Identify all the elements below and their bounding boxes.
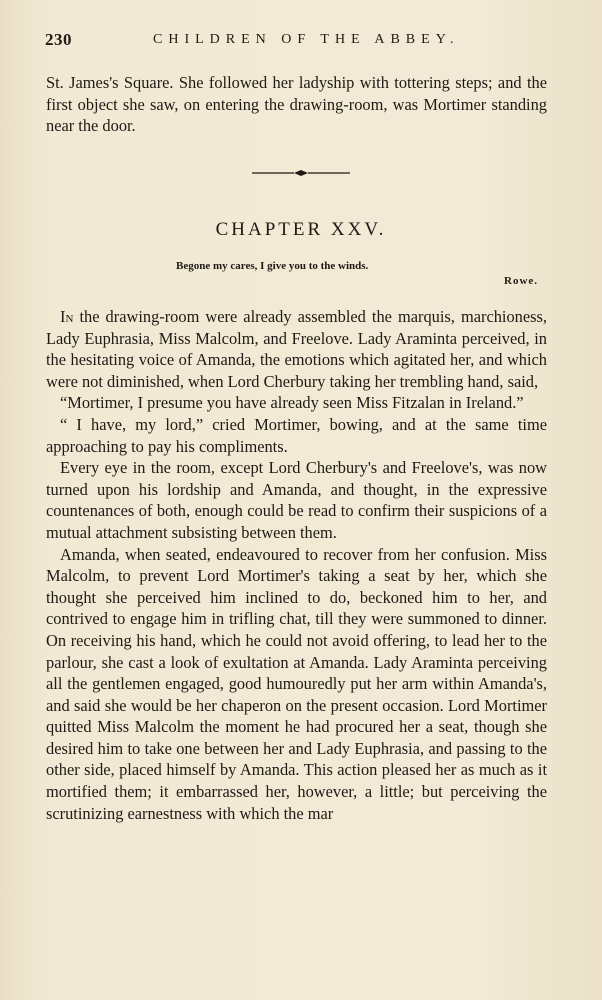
paragraph-text: Amanda, when seated, endeavoured to recover from her confusion. Miss Malcolm, to prevent Lord Mortimer's taking a seat by her, which she thought she perceived him inclined to do, beckoned him to her, and contrived to engage him in trifling chat, till they were summoned to dinner. On receiving his hand, which he could not avoid offering, to lead her to the parlour, she cast a look of exultation at Amanda. Lady Araminta perceiving all the gentlemen engaged, good humouredly put her arm within Amanda's, and said she would be her chaperon on the present occasion. Lord Mortimer quitted Miss Malcolm the moment he had procured her a seat, though she desired him to take one between her and Lady Euphrasia, and passing to the other side, placed himself by Amanda. This action pleased her as much as it mortified them; it embarrassed her, however, a little; but perceiving the scrutinizing earnestness with which the mar (46, 544, 547, 823)
chapter-body (46, 306, 547, 824)
paragraph-text: St. James's Square. She followed her ladyship with tottering steps; and the first object she saw, on entering the drawing-room, was Mortimer standing near the door. (46, 73, 547, 136)
paragraph (46, 544, 547, 825)
paragraph (46, 392, 547, 414)
paragraph (46, 414, 547, 457)
chapter-ornament-divider (252, 169, 350, 177)
paragraph-lead-word: In (60, 307, 74, 326)
paragraph (46, 457, 547, 543)
paragraph-text: Every eye in the room, except Lord Cherbury's and Freelove's, was now turned upon his lordship and Amanda, and thought, in the expressive countenances of both, enough could be read to confirm their suspicions of a mutual attachment subsisting between them. (46, 458, 547, 542)
epigraph-attribution: Rowe. (504, 275, 539, 287)
paragraph-text: “Mortimer, I presume you have already seen Miss Fitzalan in Ireland.” (60, 393, 524, 413)
epigraph-quote: Begone my cares, I give you to the winds. (176, 260, 369, 272)
page-number: 230 (45, 30, 72, 49)
paragraph-text: “ I have, my lord,” cried Mortimer, bowing, and at the same time approaching to pay his compliments. (46, 414, 547, 456)
paragraph (46, 306, 547, 392)
running-head: CHILDREN OF THE ABBEY. (153, 32, 460, 47)
page-header (45, 30, 565, 54)
chapter-title: CHAPTER XXV. (215, 219, 387, 240)
paragraph-text: the drawing-room were already assembled the marquis, marchioness, Lady Euphrasia, Miss Malcolm, and Freelove. Lady Araminta perceived, in the hesitating voice of Amanda, the emotions which agitated her, and which were not diminished, when Lord Cherbury taking her trembling hand, said, (46, 307, 547, 391)
continued-paragraph (46, 72, 547, 137)
